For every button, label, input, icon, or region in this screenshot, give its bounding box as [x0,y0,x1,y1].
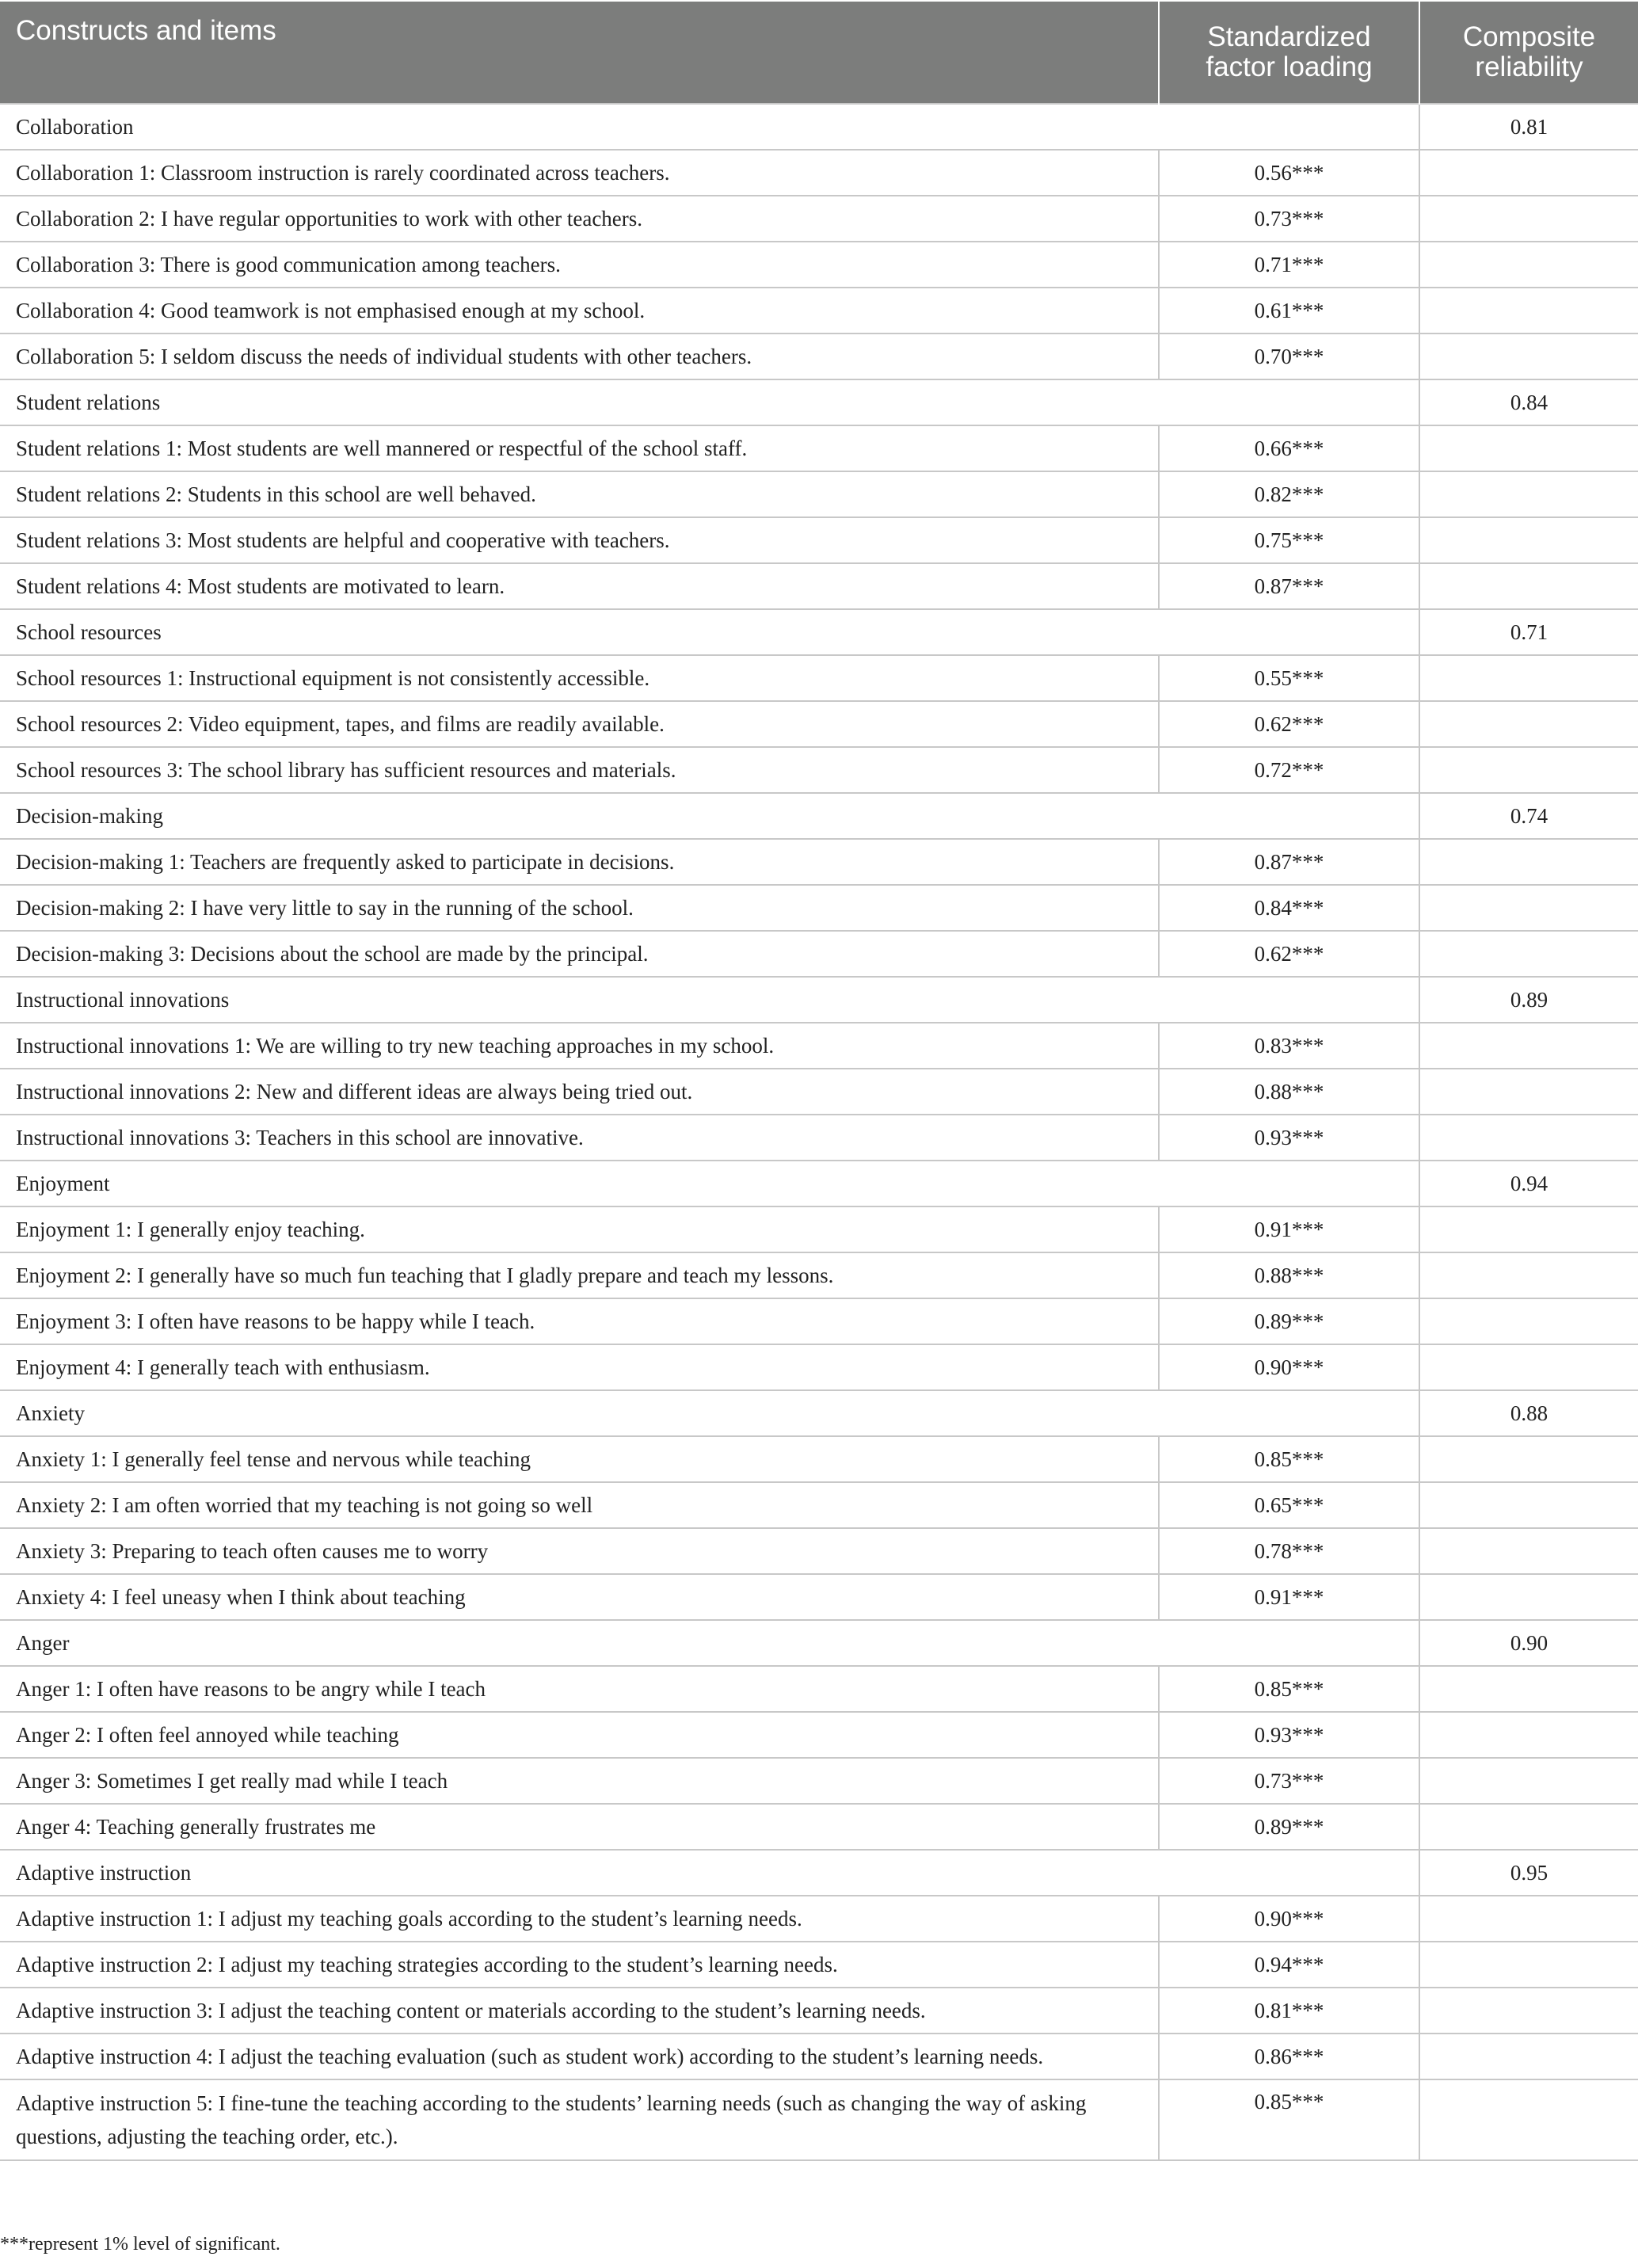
item-row [0,1988,1638,2034]
construct-row [0,609,1638,655]
empty-reliability-cell [1419,839,1638,885]
empty-reliability-cell [1419,1436,1638,1482]
construct-row [0,1390,1638,1436]
item-row [0,1298,1638,1344]
construct-row [0,104,1638,150]
item-row [0,1574,1638,1620]
item-row [0,196,1638,242]
factor-loading-value: 0.81*** [1159,1988,1419,2034]
factor-loading-value: 0.89*** [1159,1298,1419,1344]
item-text: Anger 2: I often feel annoyed while teaching [0,1712,1159,1758]
item-text: Collaboration 3: There is good communication among teachers. [0,242,1159,288]
empty-reliability-cell [1419,1988,1638,2034]
empty-reliability-cell [1419,1298,1638,1344]
construct-name: Student relations [0,379,1419,425]
empty-reliability-cell [1419,655,1638,701]
composite-reliability-value: 0.95 [1419,1850,1638,1896]
factor-loading-value: 0.62*** [1159,701,1419,747]
construct-name: Anxiety [0,1390,1419,1436]
item-row [0,1482,1638,1528]
factor-loading-value: 0.66*** [1159,425,1419,471]
empty-reliability-cell [1419,701,1638,747]
item-text: Decision-making 3: Decisions about the school are made by the principal. [0,931,1159,977]
item-text: Collaboration 5: I seldom discuss the needs of individual students with other teachers. [0,334,1159,379]
empty-reliability-cell [1419,1712,1638,1758]
item-row [0,425,1638,471]
empty-reliability-cell [1419,471,1638,517]
empty-reliability-cell [1419,563,1638,609]
item-text: Instructional innovations 1: We are willing to try new teaching approaches in my school. [0,1023,1159,1069]
item-row [0,1115,1638,1161]
empty-reliability-cell [1419,747,1638,793]
empty-reliability-cell [1419,1206,1638,1252]
item-text: Anger 4: Teaching generally frustrates me [0,1804,1159,1850]
construct-row [0,1161,1638,1206]
item-text: Anxiety 3: Preparing to teach often causes me to worry [0,1528,1159,1574]
item-text: Enjoyment 3: I often have reasons to be happy while I teach. [0,1298,1159,1344]
factor-loading-value: 0.88*** [1159,1252,1419,1298]
empty-reliability-cell [1419,425,1638,471]
construct-name: Collaboration [0,104,1419,150]
empty-reliability-cell [1419,517,1638,563]
factor-loading-value: 0.56*** [1159,150,1419,196]
composite-reliability-value: 0.94 [1419,1161,1638,1206]
item-row [0,747,1638,793]
item-row [0,1666,1638,1712]
item-row [0,288,1638,334]
empty-reliability-cell [1419,2079,1638,2160]
empty-reliability-cell [1419,242,1638,288]
empty-reliability-cell [1419,1023,1638,1069]
factor-loading-value: 0.82*** [1159,471,1419,517]
item-text: Anger 1: I often have reasons to be angry while I teach [0,1666,1159,1712]
construct-row [0,977,1638,1023]
empty-reliability-cell [1419,931,1638,977]
factor-loading-value: 0.88*** [1159,1069,1419,1115]
empty-reliability-cell [1419,1528,1638,1574]
empty-reliability-cell [1419,150,1638,196]
factor-loading-value: 0.71*** [1159,242,1419,288]
item-text: Anxiety 2: I am often worried that my teaching is not going so well [0,1482,1159,1528]
item-text: Instructional innovations 3: Teachers in this school are innovative. [0,1115,1159,1161]
item-row [0,655,1638,701]
construct-name: Decision-making [0,793,1419,839]
factor-loading-value: 0.55*** [1159,655,1419,701]
constructs-table [0,2,1638,2161]
item-text: School resources 3: The school library has sufficient resources and materials. [0,747,1159,793]
item-text: School resources 2: Video equipment, tapes, and films are readily available. [0,701,1159,747]
factor-loading-value: 0.91*** [1159,1574,1419,1620]
construct-row [0,1620,1638,1666]
item-row [0,1804,1638,1850]
item-text: Adaptive instruction 3: I adjust the teaching content or materials according to the student’s learning needs. [0,1988,1159,2034]
factor-loading-value: 0.91*** [1159,1206,1419,1252]
item-row [0,563,1638,609]
composite-reliability-value: 0.90 [1419,1620,1638,1666]
empty-reliability-cell [1419,1115,1638,1161]
item-row [0,1758,1638,1804]
item-row [0,1344,1638,1390]
item-row [0,1023,1638,1069]
item-text: Adaptive instruction 1: I adjust my teaching goals according to the student’s learning needs. [0,1896,1159,1942]
item-row [0,2034,1638,2079]
item-text: School resources 1: Instructional equipment is not consistently accessible. [0,655,1159,701]
header-composite-reliability: Composite reliability [1419,2,1638,104]
header-row [0,2,1638,104]
factor-loading-value: 0.85*** [1159,1436,1419,1482]
factor-loading-value: 0.62*** [1159,931,1419,977]
item-row [0,1896,1638,1942]
factor-loading-value: 0.87*** [1159,839,1419,885]
empty-reliability-cell [1419,1252,1638,1298]
item-text: Student relations 2: Students in this school are well behaved. [0,471,1159,517]
item-text: Student relations 4: Most students are motivated to learn. [0,563,1159,609]
item-text: Collaboration 1: Classroom instruction is rarely coordinated across teachers. [0,150,1159,196]
factor-loading-value: 0.94*** [1159,1942,1419,1988]
item-row [0,701,1638,747]
item-row [0,242,1638,288]
factor-loading-value: 0.87*** [1159,563,1419,609]
composite-reliability-value: 0.71 [1419,609,1638,655]
item-row [0,1436,1638,1482]
table-header [0,2,1638,104]
factor-loading-value: 0.78*** [1159,1528,1419,1574]
factor-loading-value: 0.61*** [1159,288,1419,334]
empty-reliability-cell [1419,885,1638,931]
empty-reliability-cell [1419,1758,1638,1804]
item-text: Collaboration 4: Good teamwork is not emphasised enough at my school. [0,288,1159,334]
table-footnote: ***represent 1% level of significant. [0,2234,280,2255]
factor-loading-value: 0.93*** [1159,1115,1419,1161]
factor-loading-value: 0.83*** [1159,1023,1419,1069]
empty-reliability-cell [1419,1942,1638,1988]
item-row [0,885,1638,931]
item-row [0,839,1638,885]
factor-loading-value: 0.65*** [1159,1482,1419,1528]
item-row [0,1712,1638,1758]
factor-loading-value: 0.73*** [1159,1758,1419,1804]
empty-reliability-cell [1419,1574,1638,1620]
item-text: Enjoyment 4: I generally teach with enthusiasm. [0,1344,1159,1390]
factor-loading-value: 0.84*** [1159,885,1419,931]
item-row [0,1206,1638,1252]
item-row [0,517,1638,563]
factor-loading-value: 0.93*** [1159,1712,1419,1758]
composite-reliability-value: 0.89 [1419,977,1638,1023]
item-text: Student relations 1: Most students are well mannered or respectful of the school staff. [0,425,1159,471]
item-text: Collaboration 2: I have regular opportunities to work with other teachers. [0,196,1159,242]
factor-loading-value: 0.85*** [1159,2079,1419,2160]
item-text: Adaptive instruction 2: I adjust my teaching strategies according to the student’s learning needs. [0,1942,1159,1988]
construct-row [0,379,1638,425]
item-text: Anger 3: Sometimes I get really mad while I teach [0,1758,1159,1804]
item-row [0,1252,1638,1298]
factor-loading-value: 0.73*** [1159,196,1419,242]
item-text: Adaptive instruction 5: I fine-tune the teaching according to the students’ learning needs (such as changing the way of asking questions, adjusting the teaching order, etc.). [0,2079,1159,2160]
empty-reliability-cell [1419,2034,1638,2079]
item-row [0,471,1638,517]
item-row [0,150,1638,196]
construct-name: Instructional innovations [0,977,1419,1023]
construct-row [0,1850,1638,1896]
construct-name: Adaptive instruction [0,1850,1419,1896]
item-row [0,1528,1638,1574]
empty-reliability-cell [1419,1666,1638,1712]
item-text: Anxiety 4: I feel uneasy when I think about teaching [0,1574,1159,1620]
item-row [0,1942,1638,1988]
item-text: Enjoyment 2: I generally have so much fun teaching that I gladly prepare and teach my lessons. [0,1252,1159,1298]
composite-reliability-value: 0.74 [1419,793,1638,839]
header-constructs-and-items: Constructs and items [0,2,1159,104]
construct-name: School resources [0,609,1419,655]
item-text: Instructional innovations 2: New and different ideas are always being tried out. [0,1069,1159,1115]
factor-loading-value: 0.90*** [1159,1896,1419,1942]
item-text: Student relations 3: Most students are helpful and cooperative with teachers. [0,517,1159,563]
factor-loading-value: 0.90*** [1159,1344,1419,1390]
item-row [0,2079,1638,2160]
composite-reliability-value: 0.84 [1419,379,1638,425]
construct-row [0,793,1638,839]
factor-loading-value: 0.75*** [1159,517,1419,563]
item-row [0,334,1638,379]
table-body [0,104,1638,2160]
item-text: Enjoyment 1: I generally enjoy teaching. [0,1206,1159,1252]
construct-name: Enjoyment [0,1161,1419,1206]
item-row [0,1069,1638,1115]
empty-reliability-cell [1419,288,1638,334]
composite-reliability-value: 0.88 [1419,1390,1638,1436]
empty-reliability-cell [1419,1344,1638,1390]
factor-loading-value: 0.72*** [1159,747,1419,793]
composite-reliability-value: 0.81 [1419,104,1638,150]
item-text: Decision-making 1: Teachers are frequently asked to participate in decisions. [0,839,1159,885]
item-row [0,931,1638,977]
item-text: Decision-making 2: I have very little to say in the running of the school. [0,885,1159,931]
factor-loading-value: 0.86*** [1159,2034,1419,2079]
empty-reliability-cell [1419,1896,1638,1942]
empty-reliability-cell [1419,1804,1638,1850]
item-text: Adaptive instruction 4: I adjust the teaching evaluation (such as student work) according to the student’s learning needs. [0,2034,1159,2079]
empty-reliability-cell [1419,1482,1638,1528]
header-standardized-factor-loading: Standardized factor loading [1159,2,1419,104]
factor-loading-value: 0.89*** [1159,1804,1419,1850]
construct-name: Anger [0,1620,1419,1666]
factor-loading-value: 0.85*** [1159,1666,1419,1712]
empty-reliability-cell [1419,334,1638,379]
item-text: Anxiety 1: I generally feel tense and nervous while teaching [0,1436,1159,1482]
empty-reliability-cell [1419,196,1638,242]
empty-reliability-cell [1419,1069,1638,1115]
factor-loading-value: 0.70*** [1159,334,1419,379]
